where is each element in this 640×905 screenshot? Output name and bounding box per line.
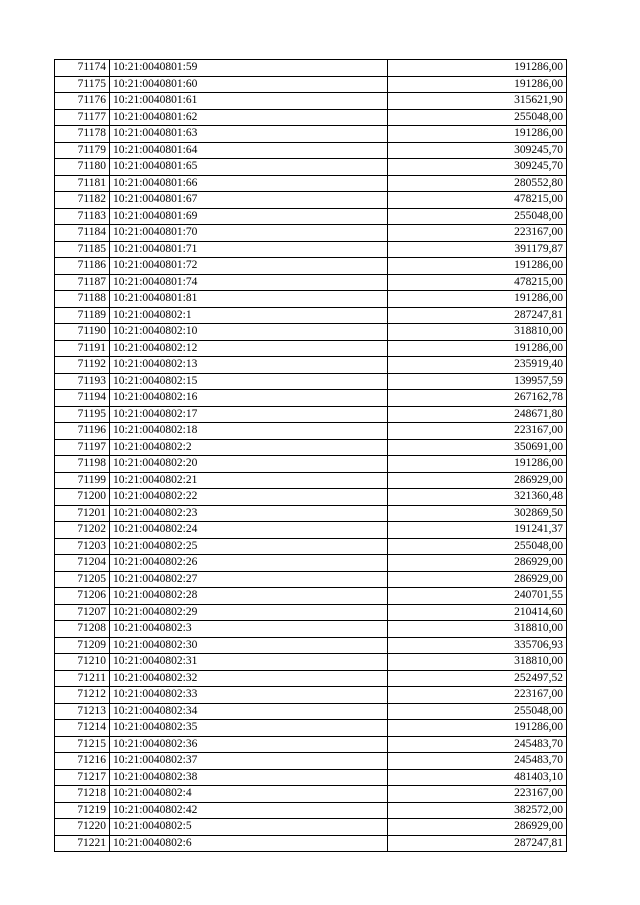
row-number-cell: 71206 [55,588,110,605]
table-row [55,736,567,753]
table-row [55,390,567,407]
row-number-cell: 71209 [55,637,110,654]
row-number-cell: 71180 [55,159,110,176]
row-number-cell: 71212 [55,687,110,704]
value-cell: 255048,00 [388,538,567,555]
row-number-cell: 71186 [55,258,110,275]
value-cell: 309245,70 [388,159,567,176]
cadastral-number-cell: 10:21:0040802:32 [110,670,388,687]
value-cell: 286929,00 [388,472,567,489]
cadastral-number-cell: 10:21:0040802:13 [110,357,388,374]
value-cell: 191286,00 [388,340,567,357]
cadastral-number-cell: 10:21:0040802:1 [110,307,388,324]
row-number-cell: 71207 [55,604,110,621]
table-row [55,555,567,572]
cadastral-number-cell: 10:21:0040802:26 [110,555,388,572]
row-number-cell: 71190 [55,324,110,341]
cadastral-number-cell: 10:21:0040802:20 [110,456,388,473]
cadastral-number-cell: 10:21:0040802:18 [110,423,388,440]
value-cell: 478215,00 [388,274,567,291]
value-cell: 335706,93 [388,637,567,654]
table-row [55,225,567,242]
value-cell: 191286,00 [388,720,567,737]
table-row [55,604,567,621]
value-cell: 255048,00 [388,703,567,720]
cadastral-number-cell: 10:21:0040802:30 [110,637,388,654]
table-row [55,60,567,77]
value-cell: 223167,00 [388,786,567,803]
cadastral-number-cell: 10:21:0040801:66 [110,175,388,192]
cadastral-number-cell: 10:21:0040802:25 [110,538,388,555]
table-row [55,274,567,291]
row-number-cell: 71182 [55,192,110,209]
row-number-cell: 71204 [55,555,110,572]
cadastral-number-cell: 10:21:0040801:60 [110,76,388,93]
table-row [55,109,567,126]
cadastral-number-cell: 10:21:0040802:12 [110,340,388,357]
table-row [55,802,567,819]
value-cell: 255048,00 [388,109,567,126]
cadastral-number-cell: 10:21:0040801:71 [110,241,388,258]
table-row [55,538,567,555]
cadastral-number-cell: 10:21:0040802:2 [110,439,388,456]
table-row [55,175,567,192]
row-number-cell: 71197 [55,439,110,456]
cadastral-number-cell: 10:21:0040802:24 [110,522,388,539]
cadastral-number-cell: 10:21:0040802:37 [110,753,388,770]
value-cell: 302869,50 [388,505,567,522]
row-number-cell: 71221 [55,835,110,852]
value-cell: 280552,80 [388,175,567,192]
table-row [55,753,567,770]
table-row [55,637,567,654]
row-number-cell: 71177 [55,109,110,126]
value-cell: 223167,00 [388,687,567,704]
value-cell: 191286,00 [388,76,567,93]
row-number-cell: 71191 [55,340,110,357]
value-cell: 191286,00 [388,60,567,77]
value-cell: 210414,60 [388,604,567,621]
row-number-cell: 71216 [55,753,110,770]
value-cell: 315621,90 [388,93,567,110]
cadastral-number-cell: 10:21:0040802:33 [110,687,388,704]
table-row [55,835,567,852]
table-row [55,621,567,638]
value-cell: 286929,00 [388,555,567,572]
table-row [55,703,567,720]
cadastral-number-cell: 10:21:0040802:21 [110,472,388,489]
cadastral-number-cell: 10:21:0040801:70 [110,225,388,242]
table-row [55,76,567,93]
cadastral-number-cell: 10:21:0040802:10 [110,324,388,341]
row-number-cell: 71189 [55,307,110,324]
table-row [55,324,567,341]
row-number-cell: 71219 [55,802,110,819]
row-number-cell: 71199 [55,472,110,489]
value-cell: 240701,55 [388,588,567,605]
table-row [55,423,567,440]
table-row [55,126,567,143]
table-row [55,192,567,209]
cadastral-number-cell: 10:21:0040802:36 [110,736,388,753]
table-row [55,588,567,605]
value-cell: 286929,00 [388,819,567,836]
value-cell: 286929,00 [388,571,567,588]
row-number-cell: 71220 [55,819,110,836]
row-number-cell: 71202 [55,522,110,539]
cadastral-number-cell: 10:21:0040802:34 [110,703,388,720]
value-cell: 191286,00 [388,258,567,275]
row-number-cell: 71217 [55,769,110,786]
row-number-cell: 71185 [55,241,110,258]
table-row [55,670,567,687]
value-cell: 235919,40 [388,357,567,374]
value-cell: 287247,81 [388,835,567,852]
row-number-cell: 71175 [55,76,110,93]
value-cell: 318810,00 [388,324,567,341]
value-cell: 287247,81 [388,307,567,324]
cadastral-number-cell: 10:21:0040802:6 [110,835,388,852]
row-number-cell: 71211 [55,670,110,687]
row-number-cell: 71214 [55,720,110,737]
table-row [55,291,567,308]
row-number-cell: 71193 [55,373,110,390]
value-cell: 267162,78 [388,390,567,407]
value-cell: 191286,00 [388,456,567,473]
table-row [55,307,567,324]
table-row [55,505,567,522]
value-cell: 223167,00 [388,225,567,242]
table-row [55,373,567,390]
value-cell: 321360,48 [388,489,567,506]
table-row [55,406,567,423]
value-cell: 245483,70 [388,736,567,753]
value-cell: 191241,37 [388,522,567,539]
row-number-cell: 71174 [55,60,110,77]
row-number-cell: 71203 [55,538,110,555]
cadastral-number-cell: 10:21:0040802:4 [110,786,388,803]
row-number-cell: 71195 [55,406,110,423]
table-row [55,819,567,836]
cadastral-number-cell: 10:21:0040802:27 [110,571,388,588]
row-number-cell: 71210 [55,654,110,671]
row-number-cell: 71205 [55,571,110,588]
cadastral-number-cell: 10:21:0040801:65 [110,159,388,176]
table-row [55,159,567,176]
table-row [55,786,567,803]
value-cell: 223167,00 [388,423,567,440]
table-row [55,654,567,671]
table-row [55,93,567,110]
value-cell: 191286,00 [388,291,567,308]
table-row [55,571,567,588]
row-number-cell: 71187 [55,274,110,291]
value-cell: 255048,00 [388,208,567,225]
row-number-cell: 71201 [55,505,110,522]
table-row [55,208,567,225]
row-number-cell: 71179 [55,142,110,159]
row-number-cell: 71181 [55,175,110,192]
cadastral-number-cell: 10:21:0040801:69 [110,208,388,225]
row-number-cell: 71192 [55,357,110,374]
cadastral-number-cell: 10:21:0040802:31 [110,654,388,671]
value-cell: 382572,00 [388,802,567,819]
table-row [55,142,567,159]
cadastral-number-cell: 10:21:0040801:81 [110,291,388,308]
value-cell: 248671,80 [388,406,567,423]
table-row [55,241,567,258]
cadastral-number-cell: 10:21:0040802:38 [110,769,388,786]
cadastral-number-cell: 10:21:0040801:59 [110,60,388,77]
value-cell: 318810,00 [388,654,567,671]
value-cell: 252497,52 [388,670,567,687]
value-cell: 309245,70 [388,142,567,159]
row-number-cell: 71188 [55,291,110,308]
cadastral-number-cell: 10:21:0040802:28 [110,588,388,605]
cadastral-number-cell: 10:21:0040802:17 [110,406,388,423]
row-number-cell: 71200 [55,489,110,506]
row-number-cell: 71213 [55,703,110,720]
table-row [55,522,567,539]
cadastral-number-cell: 10:21:0040801:67 [110,192,388,209]
cadastral-number-cell: 10:21:0040802:35 [110,720,388,737]
table-row [55,456,567,473]
cadastral-number-cell: 10:21:0040802:22 [110,489,388,506]
table-body [55,60,567,852]
cadastral-number-cell: 10:21:0040802:16 [110,390,388,407]
value-cell: 391179,87 [388,241,567,258]
cadastral-number-cell: 10:21:0040801:74 [110,274,388,291]
cadastral-number-cell: 10:21:0040802:23 [110,505,388,522]
table-row [55,258,567,275]
cadastral-number-cell: 10:21:0040801:72 [110,258,388,275]
table-row [55,769,567,786]
table-row [55,720,567,737]
table-row [55,340,567,357]
cadastral-number-cell: 10:21:0040801:64 [110,142,388,159]
cadastral-number-cell: 10:21:0040802:3 [110,621,388,638]
cadastral-number-cell: 10:21:0040802:42 [110,802,388,819]
cadastral-number-cell: 10:21:0040801:63 [110,126,388,143]
table-row [55,357,567,374]
cadastral-number-cell: 10:21:0040802:15 [110,373,388,390]
cadastral-number-cell: 10:21:0040801:61 [110,93,388,110]
row-number-cell: 71196 [55,423,110,440]
row-number-cell: 71178 [55,126,110,143]
cadastral-number-cell: 10:21:0040802:29 [110,604,388,621]
table-row [55,472,567,489]
row-number-cell: 71176 [55,93,110,110]
row-number-cell: 71183 [55,208,110,225]
table-row [55,489,567,506]
value-cell: 191286,00 [388,126,567,143]
value-cell: 478215,00 [388,192,567,209]
value-cell: 481403,10 [388,769,567,786]
value-cell: 139957,59 [388,373,567,390]
value-cell: 318810,00 [388,621,567,638]
cadastral-number-cell: 10:21:0040802:5 [110,819,388,836]
value-cell: 350691,00 [388,439,567,456]
row-number-cell: 71194 [55,390,110,407]
row-number-cell: 71198 [55,456,110,473]
row-number-cell: 71184 [55,225,110,242]
value-cell: 245483,70 [388,753,567,770]
cadastral-value-table [54,59,567,852]
table-row [55,687,567,704]
table-row [55,439,567,456]
row-number-cell: 71218 [55,786,110,803]
cadastral-number-cell: 10:21:0040801:62 [110,109,388,126]
row-number-cell: 71215 [55,736,110,753]
row-number-cell: 71208 [55,621,110,638]
